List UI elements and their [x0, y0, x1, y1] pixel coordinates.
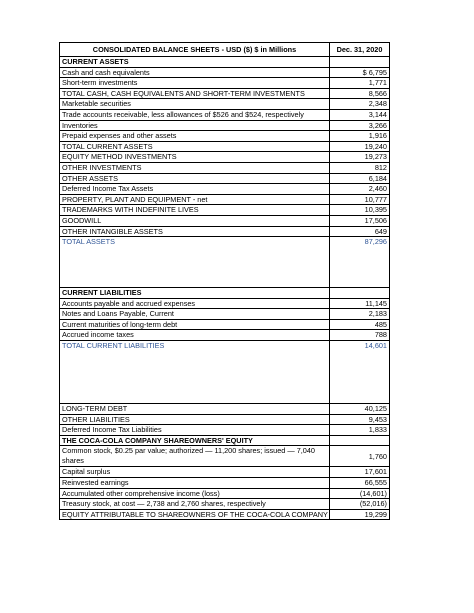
- table-row: [60, 99, 390, 110]
- row-label: TOTAL CASH, CASH EQUIVALENTS AND SHORT-TERM INVESTMENTS: [60, 88, 330, 99]
- row-value: 10,395: [330, 205, 390, 216]
- row-label: OTHER INTANGIBLE ASSETS: [60, 226, 330, 237]
- row-value: 17,601: [330, 467, 390, 478]
- current-assets-heading: CURRENT ASSETS: [60, 57, 330, 68]
- row-label: TOTAL CURRENT ASSETS: [60, 141, 330, 152]
- total-assets-row: [60, 237, 390, 288]
- row-value: 8,566: [330, 88, 390, 99]
- row-label: Accumulated other comprehensive income (loss): [60, 488, 330, 499]
- row-value: 485: [330, 319, 390, 330]
- section-heading-row: [60, 57, 390, 68]
- row-value: (14,601): [330, 488, 390, 499]
- row-label: Deferred Income Tax Assets: [60, 184, 330, 195]
- row-label: Current maturities of long-term debt: [60, 319, 330, 330]
- period-header: Dec. 31, 2020: [330, 43, 390, 57]
- row-value: 3,144: [330, 109, 390, 120]
- row-value: 1,833: [330, 425, 390, 436]
- row-value: 19,299: [330, 509, 390, 520]
- row-value: 10,777: [330, 194, 390, 205]
- table-row: [60, 205, 390, 216]
- row-value: 40,125: [330, 404, 390, 415]
- table-row: [60, 141, 390, 152]
- row-value: 66,555: [330, 478, 390, 489]
- table-row: [60, 226, 390, 237]
- table-title: CONSOLIDATED BALANCE SHEETS - USD ($) $ in Millions: [60, 43, 330, 57]
- row-label: Accrued income taxes: [60, 330, 330, 341]
- common-stock-row: [60, 446, 390, 467]
- row-label: OTHER LIABILITIES: [60, 414, 330, 425]
- section-heading-row: [60, 288, 390, 299]
- row-value: 19,240: [330, 141, 390, 152]
- row-label: Marketable securities: [60, 99, 330, 110]
- table-header-row: [60, 43, 390, 57]
- row-label: Inventories: [60, 120, 330, 131]
- row-value: 6,184: [330, 173, 390, 184]
- balance-sheet: [59, 42, 389, 520]
- row-label: CURRENT LIABILITIES: [60, 288, 330, 299]
- table-row: [60, 88, 390, 99]
- table-row: [60, 414, 390, 425]
- table-row: [60, 330, 390, 341]
- row-value: 3,266: [330, 120, 390, 131]
- table-row: [60, 120, 390, 131]
- row-value: 87,296: [330, 237, 390, 288]
- row-value: 788: [330, 330, 390, 341]
- row-value: 17,506: [330, 215, 390, 226]
- row-label: Accounts payable and accrued expenses: [60, 298, 330, 309]
- table-row: [60, 478, 390, 489]
- table-row: [60, 499, 390, 510]
- row-label: TRADEMARKS WITH INDEFINITE LIVES: [60, 205, 330, 216]
- row-label: LONG-TERM DEBT: [60, 404, 330, 415]
- row-label: Common stock, $0.25 par value; authorized — 11,200 shares; issued — 7,040 shares: [60, 446, 330, 467]
- row-value: [330, 435, 390, 446]
- row-label: TOTAL CURRENT LIABILITIES: [60, 341, 330, 404]
- row-value: (52,016): [330, 499, 390, 510]
- table-row: [60, 509, 390, 520]
- row-label: Deferred Income Tax Liabilities: [60, 425, 330, 436]
- table-row: [60, 467, 390, 478]
- table-row: [60, 425, 390, 436]
- row-value: 2,348: [330, 99, 390, 110]
- row-label: Reinvested earnings: [60, 478, 330, 489]
- row-label: Treasury stock, at cost — 2,738 and 2,760 shares, respectively: [60, 499, 330, 510]
- table-row: [60, 152, 390, 163]
- row-value: 9,453: [330, 414, 390, 425]
- table-row: [60, 404, 390, 415]
- row-value: $ 6,795: [330, 67, 390, 78]
- total-current-liabilities-row: [60, 341, 390, 404]
- section-heading-row: [60, 435, 390, 446]
- balance-sheet-table: [59, 42, 390, 520]
- table-row: [60, 78, 390, 89]
- row-label: Trade accounts receivable, less allowances of $526 and $524, respectively: [60, 109, 330, 120]
- row-value: 1,916: [330, 131, 390, 142]
- table-row: [60, 131, 390, 142]
- row-label: PROPERTY, PLANT AND EQUIPMENT - net: [60, 194, 330, 205]
- row-label: EQUITY METHOD INVESTMENTS: [60, 152, 330, 163]
- table-row: [60, 298, 390, 309]
- row-label: OTHER ASSETS: [60, 173, 330, 184]
- row-label: EQUITY ATTRIBUTABLE TO SHAREOWNERS OF THE COCA-COLA COMPANY: [60, 509, 330, 520]
- table-row: [60, 309, 390, 320]
- row-value: 11,145: [330, 298, 390, 309]
- row-value: 2,183: [330, 309, 390, 320]
- table-row: [60, 184, 390, 195]
- row-label: OTHER INVESTMENTS: [60, 162, 330, 173]
- table-row: [60, 215, 390, 226]
- table-row: [60, 109, 390, 120]
- table-row: [60, 488, 390, 499]
- row-label: Short-term investments: [60, 78, 330, 89]
- row-label: Prepaid expenses and other assets: [60, 131, 330, 142]
- row-value: 2,460: [330, 184, 390, 195]
- row-value: 649: [330, 226, 390, 237]
- row-value: [330, 288, 390, 299]
- row-value: 1,760: [330, 446, 390, 467]
- row-value: 14,601: [330, 341, 390, 404]
- table-row: [60, 173, 390, 184]
- table-row: [60, 319, 390, 330]
- row-label: Cash and cash equivalents: [60, 67, 330, 78]
- row-label: TOTAL ASSETS: [60, 237, 330, 288]
- row-label: THE COCA-COLA COMPANY SHAREOWNERS' EQUITY: [60, 435, 330, 446]
- row-value: 1,771: [330, 78, 390, 89]
- row-value: 19,273: [330, 152, 390, 163]
- table-row: [60, 162, 390, 173]
- row-label: Notes and Loans Payable, Current: [60, 309, 330, 320]
- row-value: 812: [330, 162, 390, 173]
- table-row: [60, 67, 390, 78]
- row-label: Capital surplus: [60, 467, 330, 478]
- row-label: GOODWILL: [60, 215, 330, 226]
- table-row: [60, 194, 390, 205]
